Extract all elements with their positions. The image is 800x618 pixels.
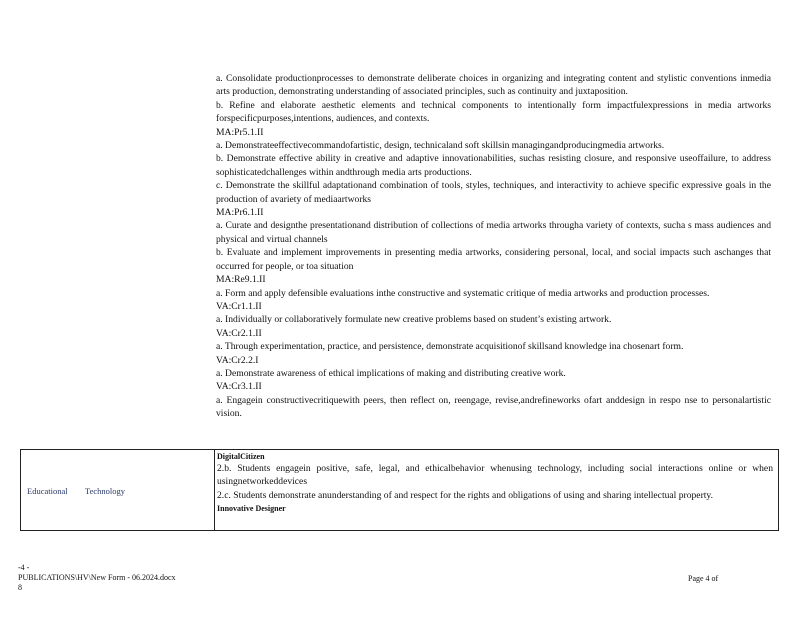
page-footer (18, 563, 176, 593)
standard-item: a. Curate and designthe presentationand distribution of collections of media artworks througha variety of contexts, sucha s mass audiences and physical and virtual channels (216, 220, 771, 245)
standard-item: a. Demonstrate awareness of ethical implications of making and distributing creative work. (216, 367, 566, 379)
standards-table-row (20, 449, 779, 531)
page-mark: -4 - (18, 563, 30, 572)
subject-label-technology: Technology (85, 486, 126, 496)
standard-code: MA:Pr5.1.II (216, 126, 264, 138)
standards-cell (217, 450, 773, 514)
standard-code: VA:Cr2.1.II (216, 327, 262, 339)
standard-heading-innovative-designer: Innovative Designer (217, 504, 286, 514)
footer-small-mark: 8 (18, 583, 22, 592)
file-path: PUBLICATIONS\HV\New Form - 06.2024.docx (18, 573, 176, 582)
standard-item: a. Consolidate productionprocesses to demonstrate deliberate choices in organizing and integrating content and stylistic conventions inmedia arts production, demonstrating understanding of associated principles, such as continuity and juxtaposition. (216, 73, 771, 98)
standard-code: MA:Re9.1.II (216, 274, 266, 286)
page-number: Page 4 of (688, 574, 719, 583)
standard-code: MA:Pr6.1.II (216, 207, 264, 219)
subject-cell (21, 450, 215, 530)
standard-item: a. Engagein constructivecritiquewith peers, then reflect on, reengage, revise,andrefineworks ofart anddesign in respo nse to personalartistic vision. (216, 394, 771, 420)
standard-item: b. Demonstrate effective ability in creative and adaptive innovationabilities, suchas resisting closure, and responsive useoffailure, to address sophisticatedchallenges within andthrough media arts productions. (216, 153, 771, 178)
standard-item: a. Form and apply defensible evaluations inthe constructive and systematic critique of media artworks and production processes. (216, 287, 710, 299)
standard-item: b. Evaluate and implement improvements in presenting media artworks, considering personal, local, and social impacts such aschanges that occurred for people, or toa situation (216, 247, 771, 272)
standards-text-block (216, 72, 771, 421)
standard-heading-digital-citizen: DigitalCitizen (217, 452, 265, 461)
standard-code: VA:Cr1.1.II (216, 300, 262, 312)
standard-code: VA:Cr3.1.II (216, 381, 262, 393)
standard-item: a. Demonstrateeffectivecommandofartistic, design, technicaland soft skillsin managingandproducingmedia artworks. (216, 140, 665, 152)
standard-item: c. Demonstrate the skillful adaptationand combination of tools, styles, techniques, and interactivity to achieve specific expressive goals in the production of avariety of mediaartworks (216, 180, 771, 205)
standard-item: a. Through experimentation, practice, and persistence, demonstrate acquisitionof skillsand knowledge ina chosenart form. (216, 341, 684, 353)
standard-code: VA:Cr2.2.I (216, 354, 259, 366)
standard-item: b. Refine and elaborate aesthetic elements and technical components to intentionally form impactfulexpressions in media artworks forspecificpurposes,intentions, audiences, and contexts. (216, 99, 771, 125)
subject-label-educational: Educational (27, 486, 68, 496)
standard-item: 2.c. Students demonstrate anunderstanding of and respect for the rights and obligations of using and sharing intellectual property. (217, 489, 713, 501)
standard-item: 2.b. Students engagein positive, safe, legal, and ethicalbehavior whenusing technology, including social interactions online or when usingnetworkeddevices (217, 463, 773, 488)
standard-item: a. Individually or collaboratively formulate new creative problems based on student’s existing artwork. (216, 314, 612, 326)
